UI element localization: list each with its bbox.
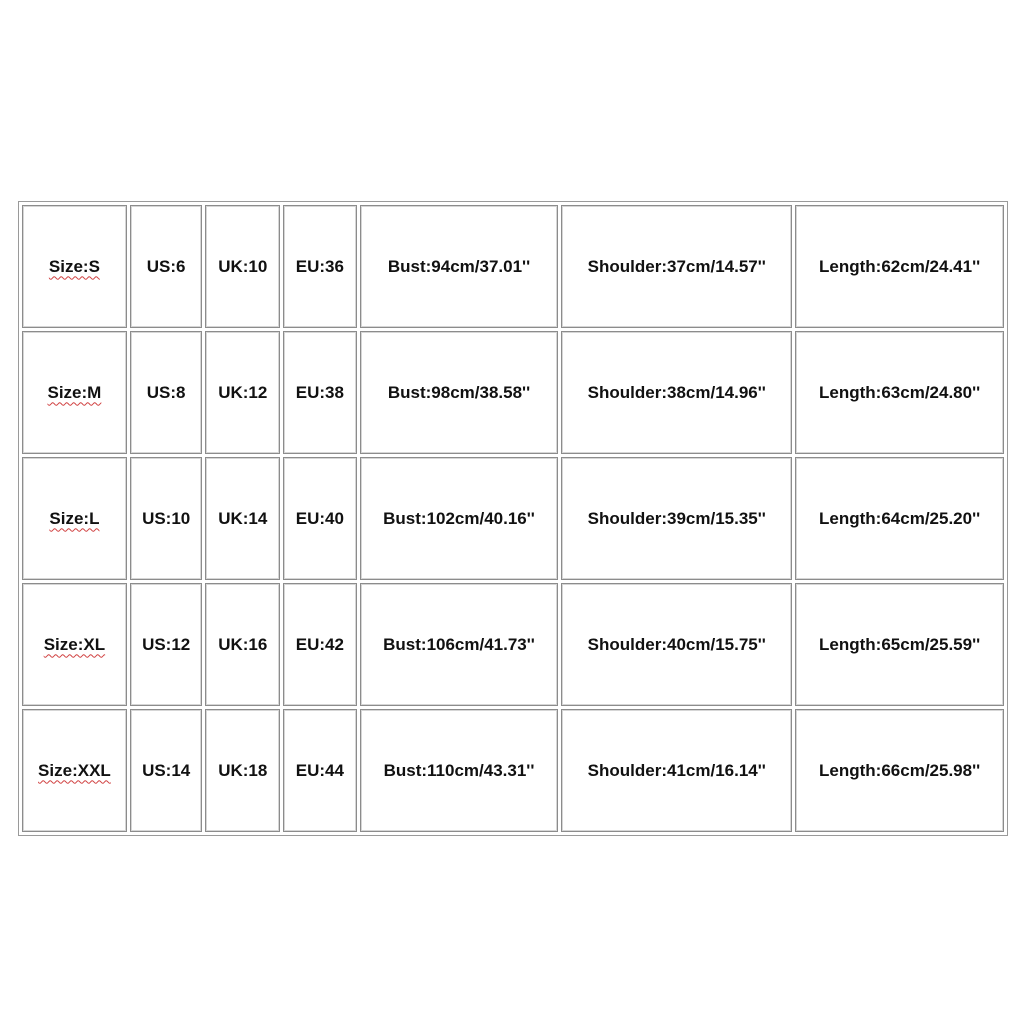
size-cell <box>22 709 127 832</box>
eu-size-cell: EU:42 <box>283 583 357 706</box>
table-row-m <box>22 331 1004 454</box>
length-cell: Length:62cm/24.41'' <box>795 205 1004 328</box>
size-cell <box>22 457 127 580</box>
length-cell: Length:63cm/24.80'' <box>795 331 1004 454</box>
size-cell <box>22 331 127 454</box>
bust-cell: Bust:98cm/38.58'' <box>360 331 559 454</box>
length-cell: Length:64cm/25.20'' <box>795 457 1004 580</box>
shoulder-cell: Shoulder:37cm/14.57'' <box>561 205 792 328</box>
us-size-cell: US:14 <box>130 709 203 832</box>
table-row-s <box>22 205 1004 328</box>
size-label: Size:S <box>48 256 100 276</box>
size-label: Size:XL <box>43 634 106 654</box>
size-label: Size:L <box>49 508 100 528</box>
us-size-cell: US:8 <box>130 331 203 454</box>
us-size-cell: US:12 <box>130 583 203 706</box>
length-cell: Length:65cm/25.59'' <box>795 583 1004 706</box>
size-cell <box>22 205 127 328</box>
uk-size-cell: UK:16 <box>205 583 280 706</box>
eu-size-cell: EU:44 <box>283 709 357 832</box>
bust-cell: Bust:106cm/41.73'' <box>360 583 559 706</box>
eu-size-cell: EU:40 <box>283 457 357 580</box>
table-row-l <box>22 457 1004 580</box>
length-cell: Length:66cm/25.98'' <box>795 709 1004 832</box>
bust-cell: Bust:102cm/40.16'' <box>360 457 559 580</box>
uk-size-cell: UK:12 <box>205 331 280 454</box>
size-cell <box>22 583 127 706</box>
size-label: Size:XXL <box>38 760 111 780</box>
us-size-cell: US:6 <box>130 205 203 328</box>
uk-size-cell: UK:18 <box>205 709 280 832</box>
us-size-cell: US:10 <box>130 457 203 580</box>
uk-size-cell: UK:14 <box>205 457 280 580</box>
size-chart-table <box>18 201 1008 836</box>
shoulder-cell: Shoulder:39cm/15.35'' <box>561 457 792 580</box>
table-row-xl <box>22 583 1004 706</box>
shoulder-cell: Shoulder:41cm/16.14'' <box>561 709 792 832</box>
table-row-xxl <box>22 709 1004 832</box>
bust-cell: Bust:94cm/37.01'' <box>360 205 559 328</box>
eu-size-cell: EU:36 <box>283 205 357 328</box>
uk-size-cell: UK:10 <box>205 205 280 328</box>
shoulder-cell: Shoulder:38cm/14.96'' <box>561 331 792 454</box>
size-label: Size:M <box>47 382 102 402</box>
shoulder-cell: Shoulder:40cm/15.75'' <box>561 583 792 706</box>
bust-cell: Bust:110cm/43.31'' <box>360 709 559 832</box>
eu-size-cell: EU:38 <box>283 331 357 454</box>
